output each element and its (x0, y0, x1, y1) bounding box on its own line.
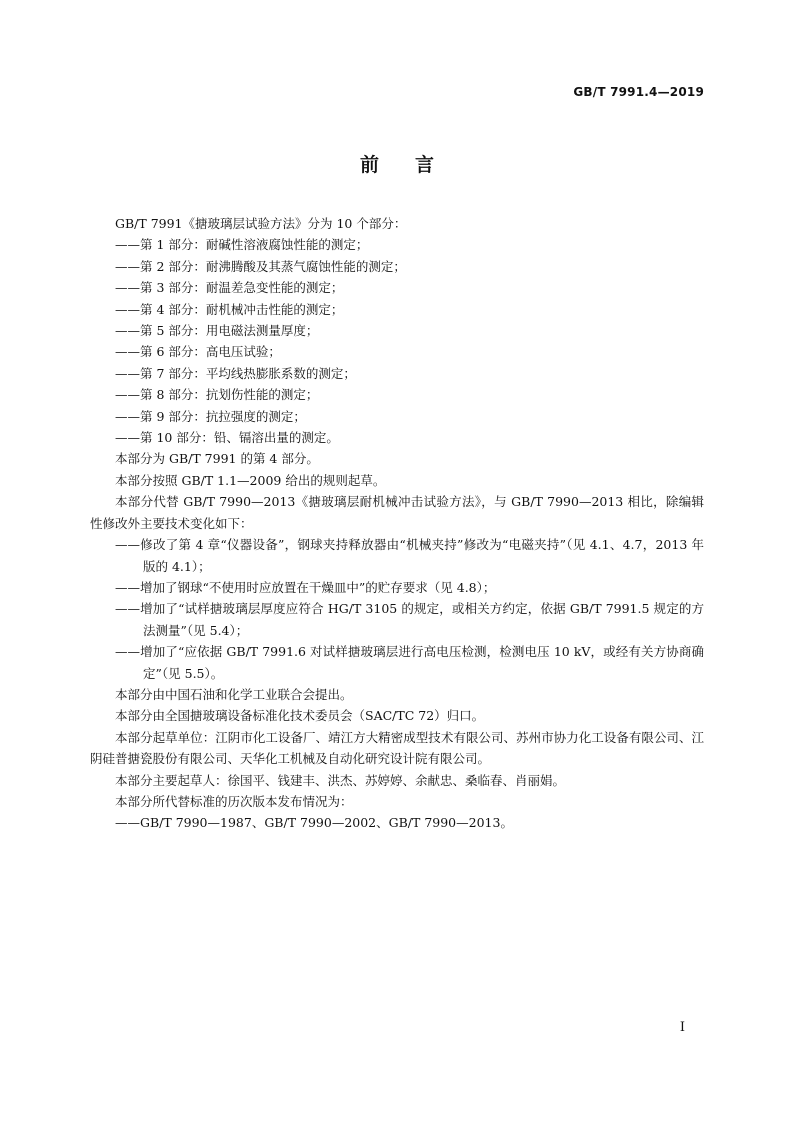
standard-number: GB/T 7991.4—2019 (573, 85, 704, 99)
list-item-part-7: ——第 7 部分：平均线热膨胀系数的测定； (115, 365, 356, 381)
list-item-part-4: ——第 4 部分：耐机械冲击性能的测定； (115, 301, 344, 317)
paragraph-drafting-rules: 本部分按照 GB/T 1.1—2009 给出的规则起草。 (115, 472, 386, 488)
list-item-part-8: ——第 8 部分：抗划伤性能的测定； (115, 387, 319, 403)
paragraph-drafting-units: 本部分起草单位：江阴市化工设备厂、靖江方大精密成型技术有限公司、苏州市协力化工设备有限公司、江阴硅普搪瓷股份有限公司、天华化工机械及自动化研究设计院有限公司。 (90, 729, 704, 767)
preface-body (90, 213, 704, 834)
list-item-part-10: ——第 10 部分：铅、镉溶出量的测定。 (115, 430, 339, 446)
list-item-change-4: ——增加了“应依据 GB/T 7991.6 对试样搪玻璃层进行高电压检测，检测电压 10 kV，或经有关方协商确定”（见 5.5）。 (115, 644, 704, 681)
paragraph-committee: 本部分由全国搪玻璃设备标准化技术委员会（SAC/TC 72）归口。 (115, 708, 485, 724)
page-title: 前言 (359, 154, 470, 176)
paragraph-part-statement: 本部分为 GB/T 7991 的第 4 部分。 (115, 451, 319, 467)
paragraph-intro: GB/T 7991《搪玻璃层试验方法》分为 10 个部分： (115, 216, 407, 231)
list-item-history: ——GB/T 7990—1987、GB/T 7990—2002、GB/T 7990—2013。 (115, 815, 513, 831)
paragraph-history-intro: 本部分所代替标准的历次版本发布情况为： (115, 793, 353, 809)
paragraph-drafters: 本部分主要起草人：徐国平、钱建丰、洪杰、苏婷婷、余献忠、桑临春、肖丽娟。 (115, 772, 566, 788)
list-item-part-3: ——第 3 部分：耐温差急变性能的测定； (115, 280, 344, 296)
list-item-change-3: ——增加了“试样搪玻璃层厚度应符合 HG/T 3105 的规定，或相关方约定，依据 GB/T 7991.5 规定的方法测量”（见 5.4）； (115, 601, 704, 638)
page-number: I (679, 1020, 685, 1035)
list-item-change-2: ——增加了钢球“不使用时应放置在干燥皿中”的贮存要求（见 4.8）； (115, 579, 496, 595)
list-item-part-6: ——第 6 部分：高电压试验； (115, 344, 281, 360)
list-item-part-9: ——第 9 部分：抗拉强度的测定； (115, 408, 306, 424)
list-item-part-5: ——第 5 部分：用电磁法测量厚度； (115, 323, 319, 339)
list-item-part-1: ——第 1 部分：耐碱性溶液腐蚀性能的测定； (115, 237, 369, 253)
list-item-change-1: ——修改了第 4 章“仪器设备”，钢球夹持释放器由“机械夹持”修改为“电磁夹持”（见 4.1、4.7，2013 年版的 4.1）； (115, 537, 704, 574)
list-item-part-2: ——第 2 部分：耐沸腾酸及其蒸气腐蚀性能的测定； (115, 258, 406, 274)
paragraph-replacement: 本部分代替 GB/T 7990—2013《搪玻璃层耐机械冲击试验方法》，与 GB/T 7990—2013 相比，除编辑性修改外主要技术变化如下： (90, 494, 704, 531)
paragraph-proposer: 本部分由中国石油和化学工业联合会提出。 (115, 686, 353, 702)
